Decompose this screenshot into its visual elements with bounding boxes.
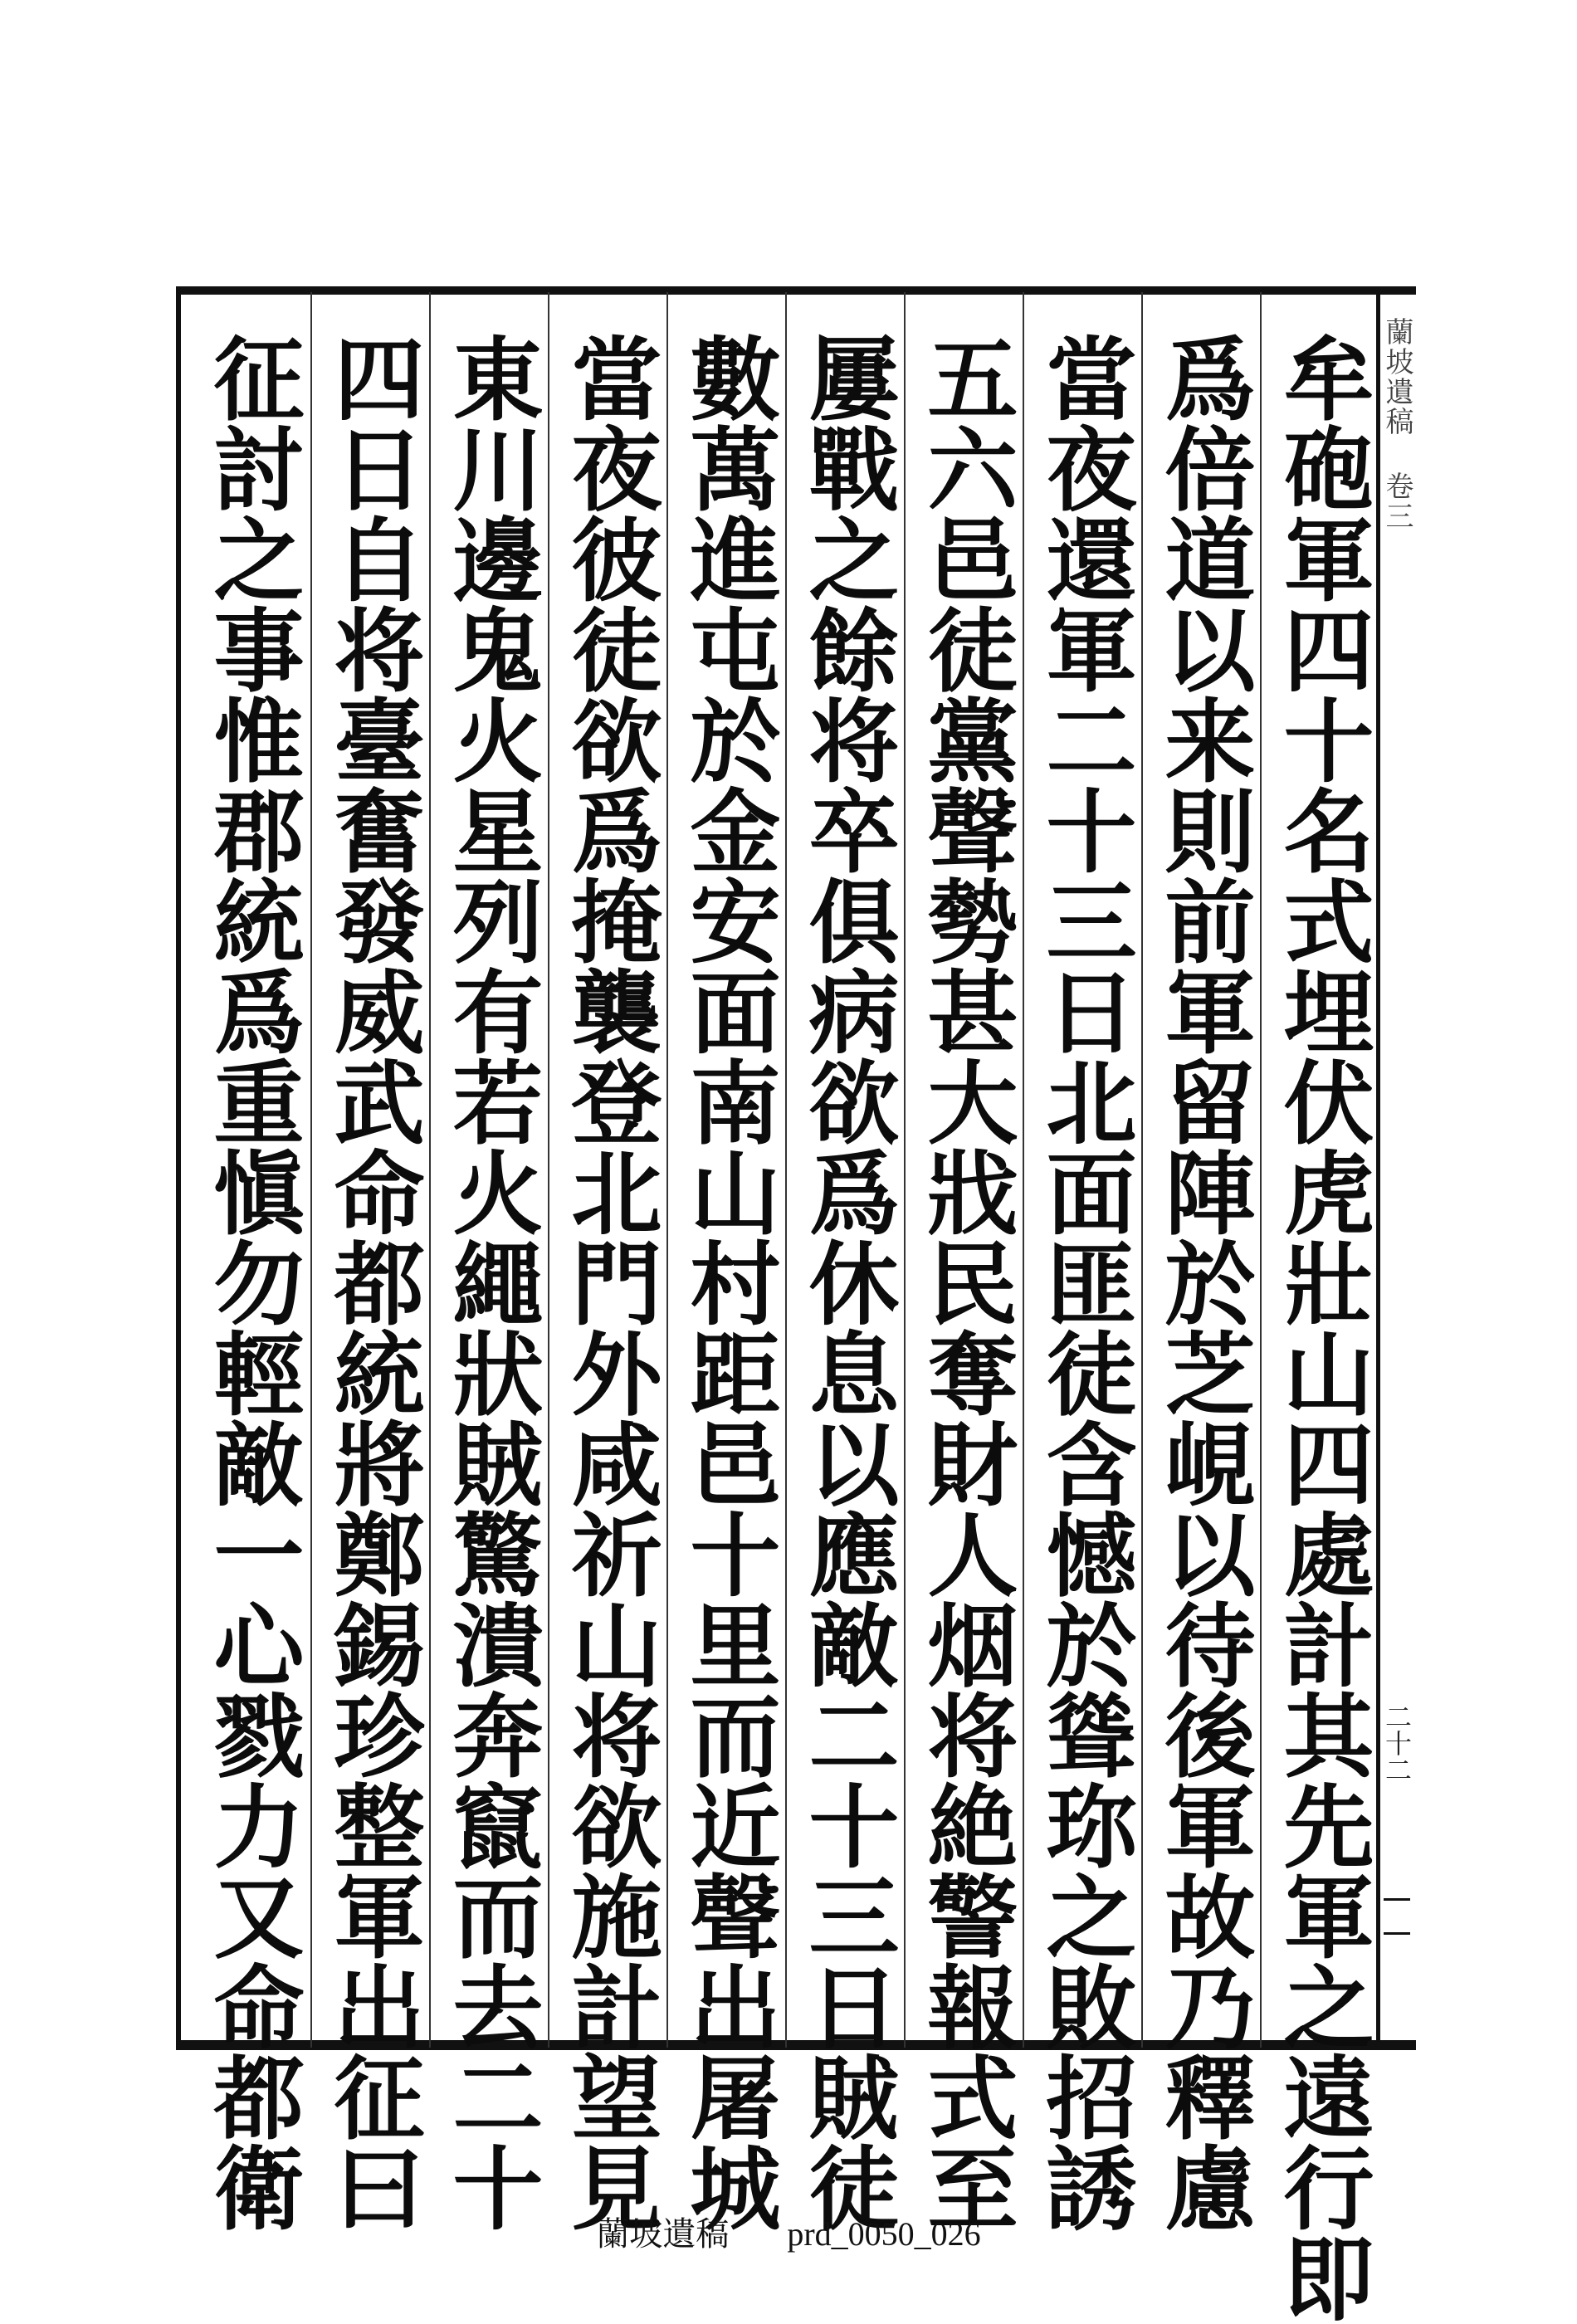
column-separator (1141, 292, 1143, 2048)
column-separator (429, 292, 431, 2048)
margin-title: 蘭坡遺稿 卷三 (1380, 317, 1413, 531)
column-separator (310, 292, 312, 2048)
text-column-10: 征討之事惟郡統爲重愼勿輕敵一心戮力又命都衛 (199, 332, 305, 2232)
text-column-9: 四日自将臺奮發威武命都統將鄭錫珍整軍出征曰 (320, 332, 426, 2232)
margin-column (1380, 292, 1413, 2048)
text-column-8: 東川邊鬼火星列有若火繩狀賊驚潰奔竄而去二十 (438, 332, 544, 2232)
column-separator (1023, 292, 1024, 2048)
footer-id: prd_0050_026 (787, 2215, 981, 2253)
text-column-7: 當夜彼徒欲爲掩襲登北門外咸祈山将欲施計望見 (557, 332, 663, 2232)
text-column-5: 屢戰之餘将卒俱病欲爲休息以應敵二十三日賊徒 (794, 332, 901, 2232)
footer-title: 蘭坡遺稿 (596, 2215, 730, 2253)
footer-caption (0, 2208, 1577, 2255)
text-column-1: 牟砲軍四十名式埋伏虎壯山四處計其先軍之遠行即 (1269, 332, 1375, 2322)
margin-page-number: 二十二 (1381, 1703, 1413, 1783)
column-separator (904, 292, 906, 2048)
column-separator (1260, 292, 1262, 2048)
column-separator (666, 292, 668, 2048)
column-separator (785, 292, 787, 2048)
text-column-6: 數萬進屯於金安面南山村距邑十里而近聲出屠城 (676, 332, 782, 2232)
text-column-4: 五六邑徒黨聲勢甚大戕民奪財人烟将絶警報式至 (913, 332, 1019, 2232)
fish-tail-mark (1384, 1898, 1410, 1935)
column-separator (548, 292, 549, 2048)
text-column-3: 當夜還軍二十三日北面匪徒含憾於聳珎之敗招誘 (1032, 332, 1138, 2232)
text-column-2: 爲倍道以来則前軍留陣於芝峴以待後軍故乃釋慮 (1150, 332, 1257, 2232)
